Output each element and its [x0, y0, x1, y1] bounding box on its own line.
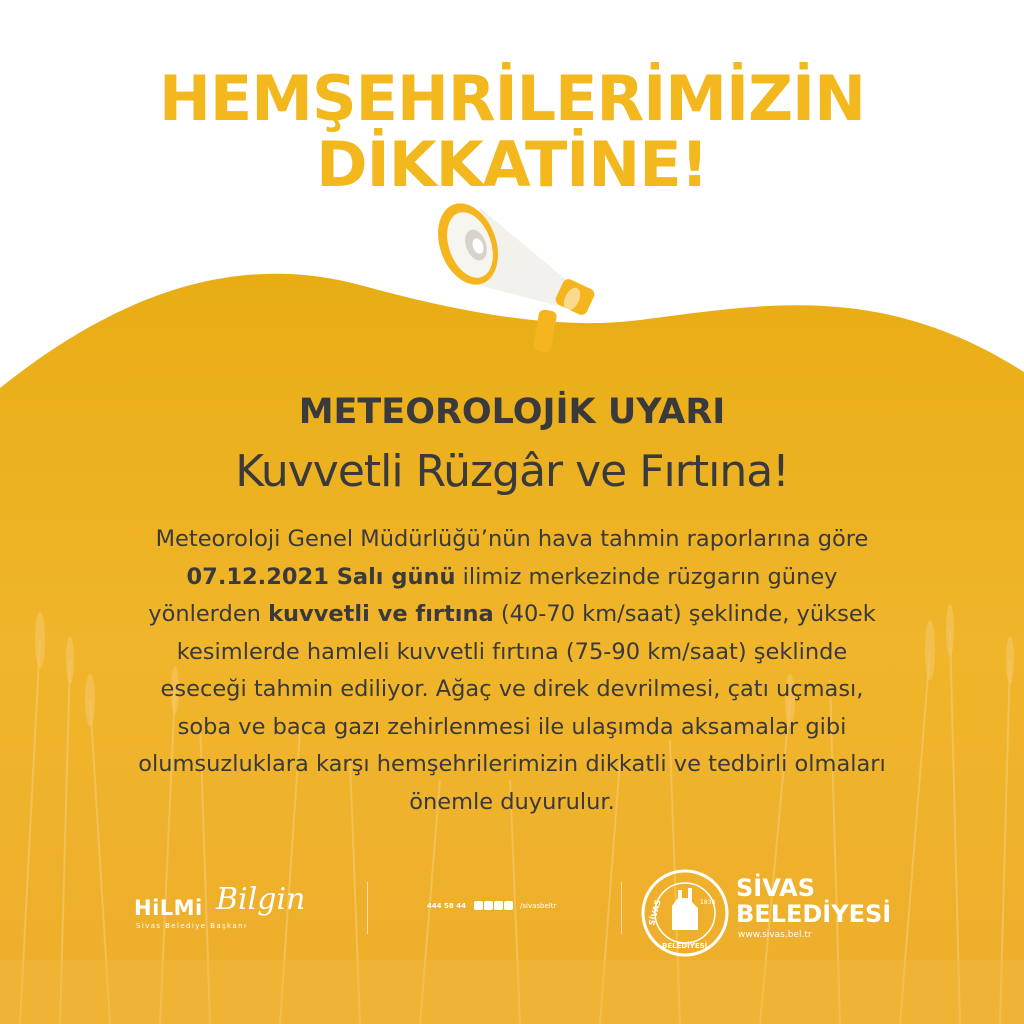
social-handle[interactable]: /sivasbeltr — [520, 902, 557, 910]
warning-title: METEOROLOJİK UYARI — [298, 392, 726, 432]
headline-line-2: DİKKATİNE! — [316, 128, 708, 201]
body-line-3 — [80, 596, 944, 634]
warning-subtitle: Kuvvetli Rüzgâr ve Fırtına! — [235, 446, 789, 497]
body-line-4: kesimlerde hamleli kuvvetli fırtına (75-90 km/saat) şeklinde — [176, 638, 848, 665]
brand-name-line-2: BELEDİYESİ — [736, 900, 892, 928]
municipality-seal-icon — [640, 868, 730, 958]
mayor-signature: Bilgin — [216, 882, 306, 917]
wind-bold: kuvvetli ve fırtına — [268, 601, 494, 627]
brand-name-line-1: SİVAS — [736, 874, 816, 902]
body-line-2 — [80, 559, 944, 597]
body-line-2-rest: ilimiz merkezinde rüzgarın güney — [455, 563, 838, 590]
body-line-6: soba ve baca gazı zehirlenmesi ile ulaşımda aksamalar gibi — [177, 713, 847, 740]
seal-year: 1838 — [700, 899, 716, 906]
megaphone-icon — [420, 188, 630, 373]
seal-text-top: SİVAS — [647, 898, 663, 927]
footer-divider — [621, 882, 622, 934]
headline-line-1: HEMŞEHRİLERİMİZİN — [159, 62, 865, 135]
seal-text-bottom: BELEDİYESİ — [662, 942, 708, 950]
mayor-name: HiLMi — [134, 896, 203, 920]
body-line-1: Meteoroloji Genel Müdürlüğü’nün hava tahmin raporlarına göre — [155, 526, 869, 552]
twitter-icon[interactable] — [484, 901, 493, 910]
announcement-body — [80, 521, 944, 821]
body-line-5: eseceği tahmin ediliyor. Ağaç ve direk devrilmesi, çatı uçması, — [160, 676, 864, 702]
youtube-icon[interactable] — [504, 901, 513, 910]
phone-number[interactable]: 444 58 44 — [427, 902, 466, 910]
body-line-3-start: yönlerden — [148, 601, 269, 627]
footer-divider — [367, 882, 368, 934]
facebook-icon[interactable] — [474, 901, 483, 910]
body-line-8: önemle duyurulur. — [409, 788, 615, 815]
instagram-icon[interactable] — [494, 901, 503, 910]
body-line-7: olumsuzluklara karşı hemşehrilerimizin dikkatli ve tedbirli olmaları — [138, 751, 886, 777]
brand-url[interactable]: www.sivas.bel.tr — [738, 930, 812, 940]
social-icons — [474, 901, 514, 911]
footer — [0, 860, 1024, 950]
date-bold: 07.12.2021 Salı günü — [186, 563, 456, 590]
body-line-3-rest: (40-70 km/saat) şeklinde, yüksek — [493, 601, 876, 627]
mayor-title: Sivas Belediye Başkanı — [136, 922, 248, 930]
